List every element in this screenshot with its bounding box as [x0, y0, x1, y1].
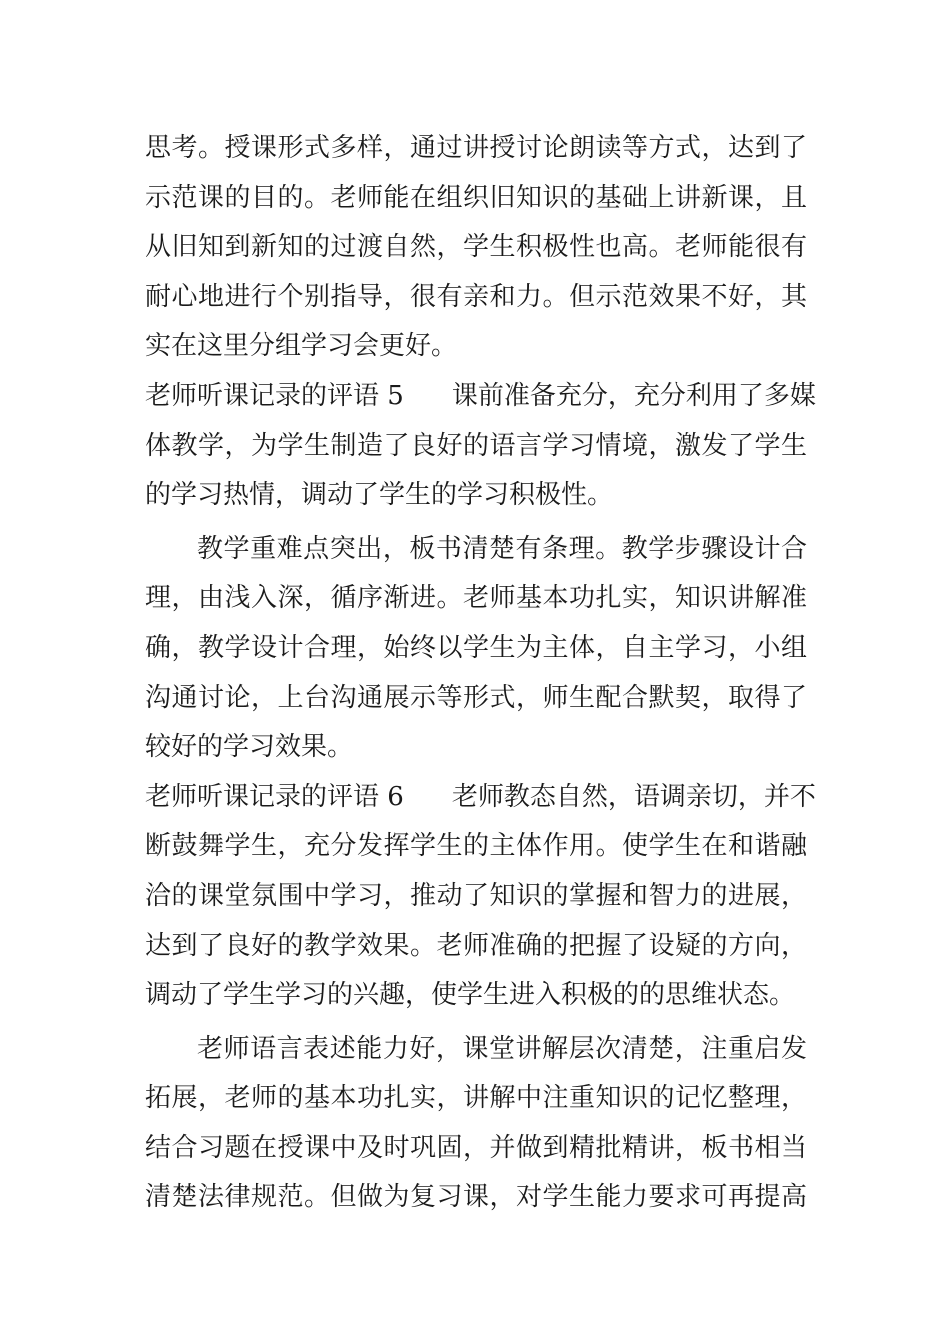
body-line: 拓展，老师的基本功扎实，讲解中注重知识的记忆整理，: [145, 1083, 807, 1114]
section-6-first-text: 老师教态自然，语调亲切，并不: [451, 781, 816, 812]
section-5-first-line: [145, 372, 816, 422]
body-line: 理，由浅入深，循序渐进。老师基本功扎实，知识讲解准: [145, 583, 807, 614]
body-line: 示范课的目的。老师能在组织旧知识的基础上讲新课，且: [145, 182, 807, 213]
body-line: 清楚法律规范。但做为复习课，对学生能力要求可再提高: [145, 1182, 807, 1213]
document-body: [145, 124, 816, 1223]
body-line: 断鼓舞学生，充分发挥学生的主体作用。使学生在和谐融: [145, 831, 807, 862]
body-line: 达到了良好的教学效果。老师准确的把握了设疑的方向，: [145, 930, 807, 961]
body-line: 确，教学设计合理，始终以学生为主体，自主学习，小组: [145, 632, 807, 663]
section-6-first-line: [145, 773, 816, 823]
body-line: 耐心地进行个别指导，很有亲和力。但示范效果不好，其: [145, 281, 807, 312]
body-line: 教学重难点突出，板书清楚有条理。教学步骤设计合: [197, 533, 807, 564]
body-line: 从旧知到新知的过渡自然，学生积极性也高。老师能很有: [145, 232, 807, 263]
body-line: 结合习题在授课中及时巩固，并做到精批精讲，板书相当: [145, 1132, 807, 1163]
section-6-heading: 老师听课记录的评语 6: [145, 781, 404, 812]
body-line: 调动了学生学习的兴趣，使学生进入积极的的思维状态。: [145, 980, 796, 1011]
body-line: 的学习热情，调动了学生的学习积极性。: [145, 480, 614, 511]
body-line: 洽的课堂氛围中学习，推动了知识的掌握和智力的进展，: [145, 880, 807, 911]
body-line: 思考。授课形式多样，通过讲授讨论朗读等方式，达到了: [145, 133, 807, 163]
body-line: 体教学，为学生制造了良好的语言学习情境，激发了学生: [145, 430, 807, 461]
body-line: 老师语言表述能力好，课堂讲解层次清楚，注重启发: [197, 1033, 807, 1064]
body-line: 实在这里分组学习会更好。: [145, 331, 458, 362]
body-line: 沟通讨论，上台沟通展示等形式，师生配合默契，取得了: [145, 682, 807, 713]
section-5-first-text: 课前准备充分，充分利用了多媒: [451, 380, 816, 411]
section-5-heading: 老师听课记录的评语 5: [145, 380, 404, 411]
body-line: 较好的学习效果。: [145, 732, 354, 763]
